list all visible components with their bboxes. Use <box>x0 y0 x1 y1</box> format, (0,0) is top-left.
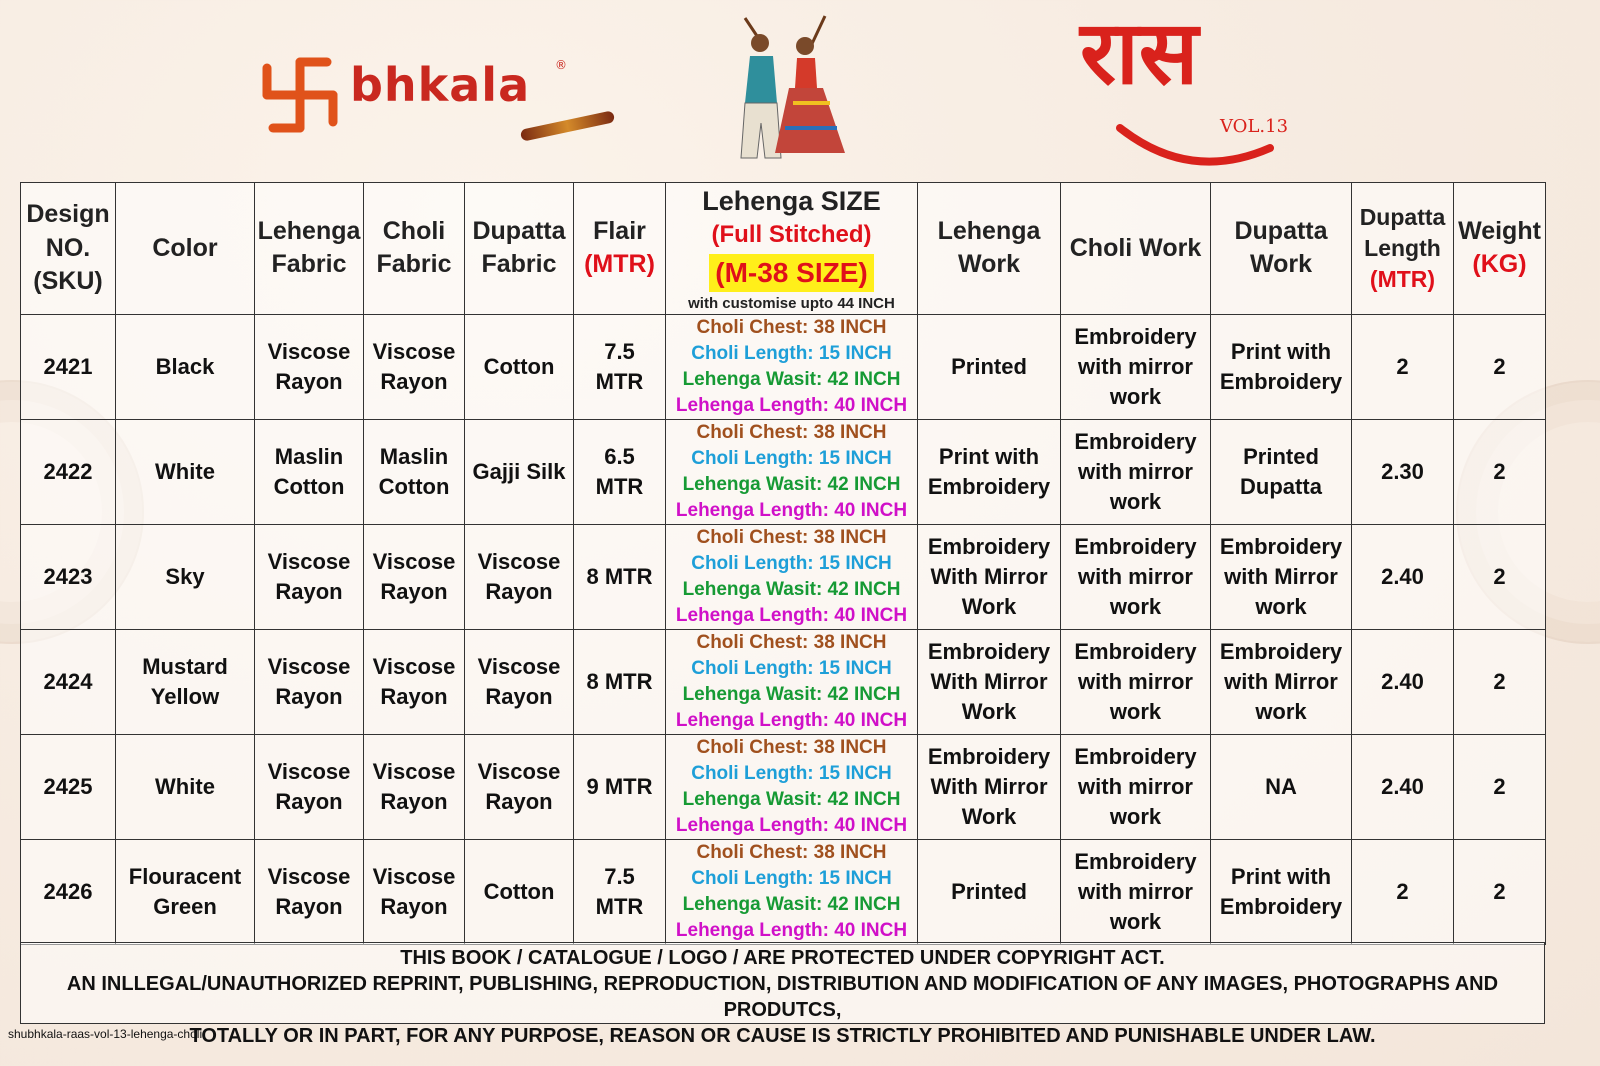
choli-chest: Choli Chest: 38 INCH <box>696 841 887 863</box>
dupatta-work-cell: Print with Embroidery <box>1211 314 1352 419</box>
table-row <box>21 524 1546 629</box>
table-row <box>21 839 1546 944</box>
choli-chest: Choli Chest: 38 INCH <box>696 736 887 758</box>
size-cell <box>666 524 918 629</box>
header-design: Design NO. (SKU) <box>21 183 116 315</box>
lehenga-waist: Lehenga Wasit: 42 INCH <box>682 788 901 810</box>
lehenga-fabric-cell: Viscose Rayon <box>255 839 364 944</box>
choli-chest: Choli Chest: 38 INCH <box>696 526 887 548</box>
lehenga-length: Lehenga Length: 40 INCH <box>675 499 908 521</box>
sku-cell: 2424 <box>21 629 116 734</box>
choli-fabric-cell: Maslin Cotton <box>364 419 465 524</box>
weight-cell: 2 <box>1454 734 1546 839</box>
flair-cell: 6.5 MTR <box>574 419 666 524</box>
dupatta-work-cell: Printed Dupatta <box>1211 419 1352 524</box>
dupatta-fabric-cell: Viscose Rayon <box>465 524 574 629</box>
choli-fabric-cell: Viscose Rayon <box>364 839 465 944</box>
choli-work-cell: Embroidery with mirror work <box>1061 734 1211 839</box>
choli-length: Choli Length: 15 INCH <box>691 657 892 679</box>
collection-logo <box>1080 0 1300 178</box>
image-caption: shubhkala-raas-vol-13-lehenga-choli <box>8 1027 203 1041</box>
choli-work-cell: Embroidery with mirror work <box>1061 419 1211 524</box>
lehenga-fabric-cell: Viscose Rayon <box>255 314 364 419</box>
choli-fabric-cell: Viscose Rayon <box>364 314 465 419</box>
header-lehenga-work: Lehenga Work <box>918 183 1061 315</box>
lehenga-waist: Lehenga Wasit: 42 INCH <box>682 578 901 600</box>
choli-fabric-cell: Viscose Rayon <box>364 629 465 734</box>
dupatta-work-cell: Print with Embroidery <box>1211 839 1352 944</box>
product-table <box>20 182 1546 945</box>
flair-cell: 7.5 MTR <box>574 839 666 944</box>
lehenga-work-cell: Embroidery With Mirror Work <box>918 734 1061 839</box>
choli-fabric-cell: Viscose Rayon <box>364 734 465 839</box>
choli-length: Choli Length: 15 INCH <box>691 552 892 574</box>
choli-work-cell: Embroidery with mirror work <box>1061 629 1211 734</box>
color-cell: Sky <box>116 524 255 629</box>
dupatta-work-cell: Embroidery with Mirror work <box>1211 524 1352 629</box>
dupatta-length-cell: 2.40 <box>1352 524 1454 629</box>
lehenga-length: Lehenga Length: 40 INCH <box>675 814 908 836</box>
dupatta-work-cell: Embroidery with Mirror work <box>1211 629 1352 734</box>
size-cell <box>666 314 918 419</box>
lehenga-length: Lehenga Length: 40 INCH <box>675 709 908 731</box>
header-dupatta-work: Dupatta Work <box>1211 183 1352 315</box>
choli-work-cell: Embroidery with mirror work <box>1061 524 1211 629</box>
color-cell: Black <box>116 314 255 419</box>
header-dupatta-length: Dupatta Length (MTR) <box>1352 183 1454 315</box>
color-cell: Flouracent Green <box>116 839 255 944</box>
lehenga-fabric-cell: Maslin Cotton <box>255 419 364 524</box>
lehenga-work-cell: Printed <box>918 314 1061 419</box>
brand-name: bhkala <box>350 58 531 112</box>
dupatta-length-cell: 2 <box>1352 839 1454 944</box>
lehenga-work-cell: Print with Embroidery <box>918 419 1061 524</box>
registered-mark: ® <box>555 58 567 72</box>
header-lehenga-fabric: Lehenga Fabric <box>255 183 364 315</box>
dupatta-fabric-cell: Cotton <box>465 839 574 944</box>
table-row <box>21 734 1546 839</box>
table-row <box>21 314 1546 419</box>
size-cell <box>666 419 918 524</box>
sku-cell: 2425 <box>21 734 116 839</box>
dupatta-length-cell: 2 <box>1352 314 1454 419</box>
header-lehenga-size: Lehenga SIZE (Full Stitched) (M-38 SIZE) with customise upto 44 INCH <box>666 183 918 315</box>
lehenga-fabric-cell: Viscose Rayon <box>255 734 364 839</box>
weight-cell: 2 <box>1454 419 1546 524</box>
dupatta-length-cell: 2.30 <box>1352 419 1454 524</box>
header-dupatta-fabric: Dupatta Fabric <box>465 183 574 315</box>
choli-length: Choli Length: 15 INCH <box>691 342 892 364</box>
lehenga-waist: Lehenga Wasit: 42 INCH <box>682 368 901 390</box>
flair-cell: 7.5 MTR <box>574 314 666 419</box>
sku-cell: 2426 <box>21 839 116 944</box>
lehenga-waist: Lehenga Wasit: 42 INCH <box>682 473 901 495</box>
color-cell: White <box>116 734 255 839</box>
choli-work-cell: Embroidery with mirror work <box>1061 839 1211 944</box>
size-cell <box>666 734 918 839</box>
copyright-line: AN INLLEGAL/UNAUTHORIZED REPRINT, PUBLISHING, REPRODUCTION, DISTRIBUTION AND MODIFICATION OF ANY IMAGES, PHOTOGRAPHS AND PRODUTCS, <box>66 973 1499 1021</box>
brand-logo <box>255 50 615 140</box>
weight-cell: 2 <box>1454 839 1546 944</box>
dupatta-length-cell: 2.40 <box>1352 734 1454 839</box>
table-row <box>21 419 1546 524</box>
flair-cell: 8 MTR <box>574 629 666 734</box>
sku-cell: 2422 <box>21 419 116 524</box>
dupatta-fabric-cell: Viscose Rayon <box>465 629 574 734</box>
dupatta-fabric-cell: Viscose Rayon <box>465 734 574 839</box>
lehenga-fabric-cell: Viscose Rayon <box>255 629 364 734</box>
flute-graphic <box>520 110 615 141</box>
choli-length: Choli Length: 15 INCH <box>691 447 892 469</box>
choli-length: Choli Length: 15 INCH <box>691 762 892 784</box>
weight-cell: 2 <box>1454 524 1546 629</box>
header-weight: Weight (KG) <box>1454 183 1546 315</box>
dupatta-work-cell: NA <box>1211 734 1352 839</box>
choli-chest: Choli Chest: 38 INCH <box>696 631 887 653</box>
dupatta-length-cell: 2.40 <box>1352 629 1454 734</box>
size-cell <box>666 629 918 734</box>
choli-length: Choli Length: 15 INCH <box>691 867 892 889</box>
table-row <box>21 629 1546 734</box>
flair-cell: 8 MTR <box>574 524 666 629</box>
header-choli-work: Choli Work <box>1061 183 1211 315</box>
header-choli-fabric: Choli Fabric <box>364 183 465 315</box>
flair-cell: 9 MTR <box>574 734 666 839</box>
copyright-line: THIS BOOK / CATALOGUE / LOGO / ARE PROTECTED UNDER COPYRIGHT ACT. <box>400 947 1165 969</box>
choli-work-cell: Embroidery with mirror work <box>1061 314 1211 419</box>
swoosh-graphic <box>1080 0 1300 178</box>
color-cell: Mustard Yellow <box>116 629 255 734</box>
table-header-row <box>21 183 1546 315</box>
lehenga-length: Lehenga Length: 40 INCH <box>675 604 908 626</box>
collection-volume: VOL.13 <box>1220 116 1289 137</box>
dupatta-fabric-cell: Cotton <box>465 314 574 419</box>
size-cell <box>666 839 918 944</box>
header-flair: Flair (MTR) <box>574 183 666 315</box>
garba-dancers-illustration <box>705 8 865 168</box>
weight-cell: 2 <box>1454 314 1546 419</box>
sku-cell: 2421 <box>21 314 116 419</box>
lehenga-work-cell: Embroidery With Mirror Work <box>918 524 1061 629</box>
lehenga-work-cell: Embroidery With Mirror Work <box>918 629 1061 734</box>
lehenga-waist: Lehenga Wasit: 42 INCH <box>682 893 901 915</box>
size-highlight: (M-38 SIZE) <box>709 254 873 292</box>
copyright-line: TOTALLY OR IN PART, FOR ANY PURPOSE, REASON OR CAUSE IS STRICTLY PROHIBITED AND PUNISHABLE UNDER LAW. <box>189 1025 1376 1047</box>
dupatta-fabric-cell: Gajji Silk <box>465 419 574 524</box>
color-cell: White <box>116 419 255 524</box>
choli-chest: Choli Chest: 38 INCH <box>696 421 887 443</box>
header-color: Color <box>116 183 255 315</box>
sku-cell: 2423 <box>21 524 116 629</box>
lehenga-length: Lehenga Length: 40 INCH <box>675 394 908 416</box>
choli-fabric-cell: Viscose Rayon <box>364 524 465 629</box>
lehenga-length: Lehenga Length: 40 INCH <box>675 919 908 941</box>
collection-title: रास <box>1080 0 1199 104</box>
lehenga-fabric-cell: Viscose Rayon <box>255 524 364 629</box>
weight-cell: 2 <box>1454 629 1546 734</box>
lehenga-waist: Lehenga Wasit: 42 INCH <box>682 683 901 705</box>
lehenga-work-cell: Printed <box>918 839 1061 944</box>
swastik-icon <box>255 50 345 140</box>
choli-chest: Choli Chest: 38 INCH <box>696 316 887 338</box>
